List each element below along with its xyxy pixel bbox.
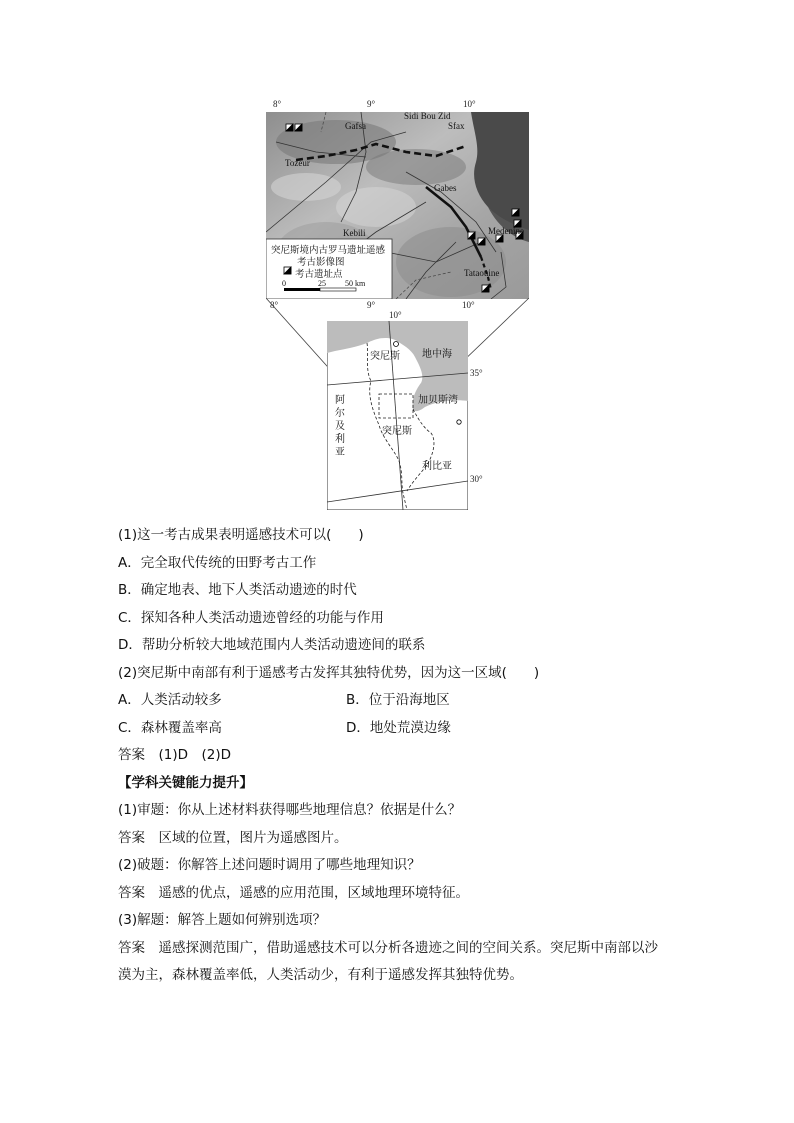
locator-lon-10: 10°: [389, 310, 402, 320]
place-gabes: Gabes: [434, 183, 457, 193]
label-algeria-char: 尔: [335, 408, 345, 419]
question-2: (2)突尼斯中南部有利于遥感考古发挥其独特优势，因为这一区域( ): [118, 664, 540, 681]
place-kebili: Kebili: [343, 228, 366, 238]
label-tunisia-country: 突尼斯: [382, 426, 412, 437]
place-sidi-bou-zid: Sidi Bou Zid: [404, 111, 451, 121]
lon-label-8-bottom: 8°: [270, 300, 279, 310]
label-algeria: [334, 394, 346, 459]
lon-label-9-bottom: 9°: [367, 300, 376, 310]
label-gulf-of-gabes: 加贝斯湾: [418, 395, 458, 406]
legend-title-line1: 突尼斯境内古罗马遗址遥感: [271, 245, 386, 256]
lon-label-10-bottom: 10°: [462, 300, 475, 310]
step-3-answer-line-1: 答案 遥感探测范围广，借助遥感技术可以分析各遗迹之间的空间关系。突尼斯中南部以沙: [118, 939, 658, 956]
q2-option-a: A．人类活动较多: [118, 692, 222, 708]
locator-lat-35: 35°: [470, 368, 483, 378]
legend-title-line2: 考古影像图: [297, 257, 345, 268]
locator-lat-30: 30°: [470, 474, 483, 484]
lon-label-10: 10°: [463, 99, 476, 109]
lon-label-8: 8°: [273, 99, 282, 109]
step-2-question: (2)破题：你解答上述问题时调用了哪些地理知识？: [118, 857, 421, 873]
q1-option-b: B．确定地表、地下人类活动遗迹的时代: [118, 582, 357, 598]
step-3-question: (3)解题：解答上题如何辨别选项？: [118, 912, 327, 928]
step-2-answer: 答案 遥感的优点，遥感的应用范围，区域地理环境特征。: [118, 884, 469, 901]
scale-25: 25: [318, 279, 326, 288]
legend-site-label: 考古遗址点: [295, 269, 343, 280]
q1-option-a: A．完全取代传统的田野考古工作: [118, 554, 317, 571]
place-tozeur: Tozeur: [285, 158, 310, 168]
scale-50km: 50 km: [345, 279, 366, 288]
q1-option-d: D．帮助分析较大地域范围内人类活动遗迹间的联系: [118, 637, 426, 653]
q2-options-row-1: [118, 687, 678, 715]
place-tataouine: Tataouine: [464, 268, 500, 278]
scale-0: 0: [282, 279, 286, 288]
label-algeria-char: 亚: [335, 447, 345, 458]
question-text: [118, 522, 678, 990]
label-tunis-city: 突尼斯: [370, 351, 400, 362]
place-sfax: Sfax: [448, 121, 465, 131]
place-medenine: Medenine: [488, 226, 524, 236]
label-algeria-char: 及: [335, 421, 345, 432]
label-libya: 利比亚: [422, 461, 452, 472]
lon-label-9: 9°: [367, 99, 376, 109]
q2-option-b: B．位于沿海地区: [346, 692, 450, 708]
q2-options-row-2: [118, 715, 678, 743]
step-3-answer-line-2: 漠为主，森林覆盖率低，人类活动少，有利于遥感发挥其独特优势。: [118, 967, 523, 983]
q2-option-c: C．森林覆盖率高: [118, 719, 222, 736]
label-algeria-char: 阿: [335, 395, 345, 406]
place-gafsa: Gafsa: [345, 121, 366, 131]
answer: 答案 (1)D (2)D: [118, 747, 232, 763]
question-1: (1)这一考古成果表明遥感技术可以( ): [118, 527, 364, 543]
q2-option-d: D．地处荒漠边缘: [346, 719, 451, 736]
label-algeria-char: 利: [335, 434, 345, 445]
section-title: 【学科关键能力提升】: [118, 774, 253, 791]
q1-option-c: C．探知各种人类活动遗迹曾经的功能与作用: [118, 609, 384, 626]
step-1-question: (1)审题：你从上述材料获得哪些地理信息？依据是什么？: [118, 802, 462, 818]
step-1-answer: 答案 区域的位置，图片为遥感图片。: [118, 829, 348, 846]
label-mediterranean-sea: 地中海: [422, 349, 452, 360]
